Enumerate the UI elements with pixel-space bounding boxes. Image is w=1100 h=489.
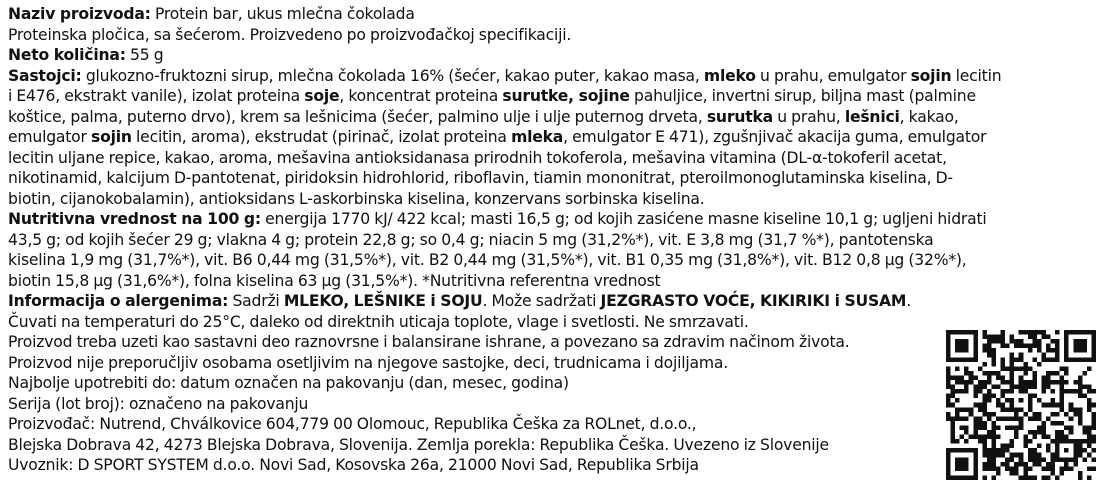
- text-segment: 43,5 g; od kojih šećer 29 g; vlakna 4 g; protein 22,8 g; so 0,4 g; niacin 5 mg (31,2%*), vit. E 3,8 mg (31,7 %*), pantotenska: [8, 230, 934, 249]
- text-segment: lecitin uljane repice, kakao, aroma, mešavina antioksidanasa prirodnih tokoferola, mešavina vitamina (DL-α-tokoferil acetat,: [8, 148, 947, 167]
- bold-text: Nutritivna vrednost na 100 g:: [8, 210, 261, 228]
- label-line-l16: [8, 312, 1092, 333]
- label-line-l11: [8, 209, 1092, 230]
- text-segment: koštice, palma, puterno drvo), krem sa lešnicima (šećer, palmino ulje i ulje puternog drveta,: [8, 107, 707, 126]
- text-segment: energija 1770 kJ/ 422 kcal; masti 16,5 g; od kojih zasićene masne kiseline 10,1 g; ugljeni hidrati: [260, 210, 987, 228]
- text-segment: Sadrži: [228, 292, 284, 310]
- bold-text: mleka: [511, 128, 564, 146]
- bold-text: MLEKO, LEŠNIKE i SOJU: [283, 292, 483, 310]
- label-line-l1: [8, 4, 1092, 25]
- text-segment: , emulgator E 471), zgušnjivač akacija guma, emulgator: [563, 128, 987, 146]
- label-line-l21: [8, 414, 1092, 435]
- label-line-l15: [8, 291, 1092, 312]
- label-line-l4: [8, 66, 1092, 87]
- text-segment: . Može sadržati: [482, 292, 601, 310]
- text-segment: i E476, ekstrakt vanile), izolat proteina: [8, 87, 305, 105]
- text-segment: u prahu, emulgator: [755, 66, 911, 85]
- qr-code-icon: [946, 330, 1096, 480]
- text-segment: Uvoznik: D SPORT SYSTEM d.o.o. Novi Sad, Kosovska 26a, 21000 Novi Sad, Republika Srbija: [8, 456, 699, 474]
- text-segment: glukozno-fruktozni sirup, mlečna čokolada 16% (šećer, kakao puter, kakao masa,: [81, 66, 704, 85]
- text-segment: , koncentrat proteina: [339, 87, 503, 105]
- label-line-l5: [8, 86, 1092, 107]
- bold-text: Informacija o alergenima:: [8, 292, 229, 310]
- label-line-l7: [8, 127, 1092, 148]
- bold-text: surutke, sojine: [502, 87, 630, 105]
- text-segment: Blejska Dobrava 42, 4273 Blejska Dobrava, Slovenija. Zemlja porekla: Republika Češka. Uvezeno iz Slovenije: [8, 435, 829, 454]
- text-segment: pahuljice, invertni sirup, biljna mast (palmine: [629, 87, 976, 105]
- label-line-l12: [8, 230, 1092, 251]
- text-segment: biotin, cijanokobalamin), antioksidans L-askorbinska kiselina, konzervans sorbinska kiselina.: [8, 189, 705, 208]
- bold-text: lešnici: [844, 107, 900, 126]
- text-segment: lecitin: [951, 66, 1002, 85]
- text-segment: Proizvod nije preporučljiv osobama osetljivim na njegove sastojke, deci, trudnicama i dojiljama.: [8, 353, 728, 372]
- label-line-l13: [8, 250, 1092, 271]
- label-line-l3: [8, 45, 1092, 66]
- label-line-l14: [8, 271, 1092, 292]
- label-line-l10: [8, 189, 1092, 210]
- bold-text: soje: [304, 87, 340, 105]
- text-segment: emulgator: [8, 128, 91, 146]
- label-line-l19: [8, 373, 1092, 394]
- label-line-l17: [8, 332, 1092, 353]
- bold-text: Sastojci:: [8, 66, 82, 85]
- bold-text: surutka: [706, 107, 773, 126]
- label-line-l20: [8, 394, 1092, 415]
- bold-text: sojin: [90, 128, 132, 146]
- text-segment: Najbolje upotrebiti do: datum označen na pakovanju (dan, mesec, godina): [8, 374, 569, 392]
- bold-text: JEZGRASTO VOĆE, KIKIRIKI i SUSAM: [600, 292, 907, 310]
- text-segment: 55 g: [125, 46, 164, 64]
- text-segment: .: [906, 292, 911, 310]
- text-segment: , kakao,: [899, 107, 959, 126]
- label-line-l2: [8, 25, 1092, 46]
- qr-code: [946, 330, 1096, 480]
- label-line-l18: [8, 353, 1092, 374]
- text-segment: lecitin, aroma), ekstrudat (pirinač, izolat proteina: [131, 128, 512, 146]
- text-segment: Čuvati na temperaturi do 25°C, daleko od direktnih uticaja toplote, vlage i svetlosti. Ne smrzavati.: [8, 312, 749, 331]
- label-line-l22: [8, 435, 1092, 456]
- text-segment: kiselina 1,9 mg (31,7%*), vit. B6 0,44 mg (31,5%*), vit. B2 0,44 mg (31,5%*), vit. B1 0,35 mg (31,8%*), vit. B12 0,8 µg (32%*),: [8, 251, 967, 269]
- text-segment: Protein bar, ukus mlečna čokolada: [150, 5, 415, 23]
- text-segment: Proizvođač: Nutrend, Chválkovice 604,779 00 Olomouc, Republika Češka za ROLnet, d.o.o.,: [8, 415, 697, 433]
- bold-text: sojin: [910, 66, 952, 85]
- bold-text: mleko: [703, 66, 756, 85]
- product-label: [8, 4, 1092, 476]
- bold-text: Naziv proizvoda:: [8, 5, 151, 23]
- label-line-l9: [8, 168, 1092, 189]
- text-segment: nikotinamid, kalcijum D-pantotenat, piridoksin hidrohlorid, riboflavin, tiamin mononitrat, pteroilmonoglutaminska kiselina, D-: [8, 169, 953, 187]
- label-line-l8: [8, 148, 1092, 169]
- text-segment: biotin 15,8 µg (31,6%*), folna kiselina 63 µg (31,5%*). *Nutritivna referentna vrednost: [8, 271, 661, 290]
- label-line-l6: [8, 107, 1092, 128]
- label-line-l23: [8, 455, 1092, 476]
- text-segment: Proizvod treba uzeti kao sastavni deo raznovrsne i balansirane ishrane, a povezano sa zdravim načinom života.: [8, 333, 850, 351]
- text-segment: Proteinska pločica, sa šećerom. Proizvedeno po proizvođačkoj specifikaciji.: [8, 25, 572, 44]
- text-segment: Serija (lot broj): označeno na pakovanju: [8, 394, 309, 413]
- text-segment: u prahu,: [772, 107, 845, 126]
- bold-text: Neto količina:: [8, 46, 126, 64]
